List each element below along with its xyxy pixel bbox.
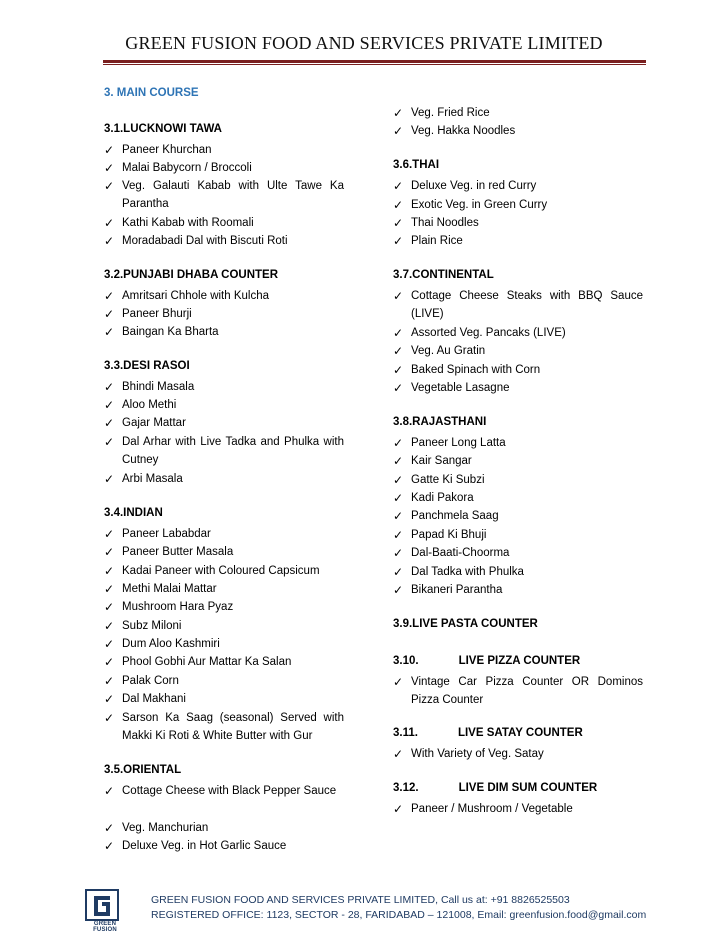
menu-item-label: Assorted Veg. Pancaks (LIVE) bbox=[411, 327, 566, 339]
checkmark-icon: ✓ bbox=[104, 637, 115, 651]
menu-item-label: Vegetable Lasagne bbox=[411, 382, 510, 394]
checkmark-icon: ✓ bbox=[104, 527, 115, 541]
checkmark-icon: ✓ bbox=[104, 435, 115, 449]
menu-item bbox=[393, 104, 643, 122]
menu-item-label: Baked Spinach with Corn bbox=[411, 364, 541, 376]
menu-item-label: Paneer Butter Masala bbox=[122, 546, 234, 558]
section-heading-number: 3.10. bbox=[393, 655, 419, 667]
checkmark-icon: ✓ bbox=[393, 565, 404, 579]
menu-item bbox=[104, 525, 344, 543]
menu-item bbox=[104, 672, 344, 690]
footer-company-line: GREEN FUSION FOOD AND SERVICES PRIVATE LIMITED, Call us at: +91 8826525503 bbox=[151, 894, 570, 906]
menu-item bbox=[104, 598, 344, 616]
checkmark-icon: ✓ bbox=[393, 528, 404, 542]
section-heading-label: LIVE PIZZA COUNTER bbox=[458, 655, 581, 667]
menu-item bbox=[393, 361, 643, 379]
menu-item-label: Mushroom Hara Pyaz bbox=[122, 601, 234, 613]
checkmark-icon: ✓ bbox=[104, 380, 115, 394]
menu-item bbox=[393, 507, 643, 525]
checkmark-icon: ✓ bbox=[393, 436, 404, 450]
checkmark-icon: ✓ bbox=[393, 802, 404, 816]
section-heading bbox=[393, 655, 580, 667]
menu-item-label: Dum Aloo Kashmiri bbox=[122, 638, 220, 650]
menu-item bbox=[393, 196, 643, 214]
checkmark-icon: ✓ bbox=[393, 747, 404, 761]
menu-item-label: Palak Corn bbox=[122, 675, 179, 687]
section-heading: 3.9.LIVE PASTA COUNTER bbox=[393, 618, 538, 630]
menu-item-label: Veg. Hakka Noodles bbox=[411, 125, 516, 137]
menu-item bbox=[393, 214, 643, 232]
menu-item-label: Kadi Pakora bbox=[411, 492, 474, 504]
checkmark-icon: ✓ bbox=[393, 106, 404, 120]
menu-item bbox=[393, 122, 643, 140]
section-title: 3. MAIN COURSE bbox=[104, 87, 199, 99]
checkmark-icon: ✓ bbox=[393, 509, 404, 523]
menu-item bbox=[104, 305, 344, 323]
checkmark-icon: ✓ bbox=[393, 363, 404, 377]
menu-item-label: Vintage Car Pizza Counter OR Dominos Pizza Counter bbox=[411, 676, 643, 707]
menu-item bbox=[104, 159, 344, 177]
menu-item-label: Panchmela Saag bbox=[411, 510, 499, 522]
checkmark-icon: ✓ bbox=[393, 546, 404, 560]
section-heading: 3.3.DESI RASOI bbox=[104, 360, 190, 372]
menu-item bbox=[104, 232, 344, 250]
menu-item-label: With Variety of Veg. Satay bbox=[411, 748, 544, 760]
section-heading: 3.2.PUNJABI DHABA COUNTER bbox=[104, 269, 279, 281]
checkmark-icon: ✓ bbox=[104, 307, 115, 321]
menu-item-label: Dal Tadka with Phulka bbox=[411, 566, 524, 578]
header-rule-thin bbox=[103, 64, 646, 65]
checkmark-icon: ✓ bbox=[104, 398, 115, 412]
checkmark-icon: ✓ bbox=[104, 545, 115, 559]
checkmark-icon: ✓ bbox=[104, 784, 115, 798]
menu-item-label: Paneer / Mushroom / Vegetable bbox=[411, 803, 573, 815]
menu-item bbox=[104, 580, 344, 598]
menu-item bbox=[393, 324, 643, 342]
section-heading: 3.4.INDIAN bbox=[104, 507, 163, 519]
menu-item-label: Methi Malai Mattar bbox=[122, 583, 217, 595]
menu-item-label: Veg. Fried Rice bbox=[411, 107, 490, 119]
menu-item-label: Thai Noodles bbox=[411, 217, 479, 229]
menu-item-label: Gajar Mattar bbox=[122, 417, 186, 429]
menu-item bbox=[104, 617, 344, 635]
menu-item bbox=[104, 782, 344, 800]
header-rule bbox=[103, 60, 646, 63]
menu-item bbox=[393, 489, 643, 507]
menu-item-label: Dal-Baati-Choorma bbox=[411, 547, 510, 559]
checkmark-icon: ✓ bbox=[104, 674, 115, 688]
checkmark-icon: ✓ bbox=[104, 472, 115, 486]
menu-item bbox=[393, 452, 643, 470]
checkmark-icon: ✓ bbox=[104, 143, 115, 157]
checkmark-icon: ✓ bbox=[104, 600, 115, 614]
menu-item-label: Bhindi Masala bbox=[122, 381, 195, 393]
checkmark-icon: ✓ bbox=[104, 161, 115, 175]
menu-item-label: Aloo Methi bbox=[122, 399, 177, 411]
section-heading: 3.8.RAJASTHANI bbox=[393, 416, 487, 428]
section-heading-number: 3.11. bbox=[393, 727, 418, 739]
checkmark-icon: ✓ bbox=[393, 675, 404, 689]
checkmark-icon: ✓ bbox=[104, 325, 115, 339]
menu-item-label: Moradabadi Dal with Biscuti Roti bbox=[122, 235, 288, 247]
menu-item-label: Veg. Manchurian bbox=[122, 822, 209, 834]
checkmark-icon: ✓ bbox=[393, 344, 404, 358]
checkmark-icon: ✓ bbox=[104, 216, 115, 230]
menu-item-label: Baingan Ka Bharta bbox=[122, 326, 219, 338]
section-heading-label: LIVE SATAY COUNTER bbox=[457, 727, 583, 739]
checkmark-icon: ✓ bbox=[104, 655, 115, 669]
company-header-title: GREEN FUSION FOOD AND SERVICES PRIVATE LIMITED bbox=[125, 33, 603, 53]
checkmark-icon: ✓ bbox=[393, 179, 404, 193]
menu-item-label: Gatte Ki Subzi bbox=[411, 474, 485, 486]
checkmark-icon: ✓ bbox=[104, 711, 115, 725]
checkmark-icon: ✓ bbox=[393, 491, 404, 505]
menu-item bbox=[393, 581, 643, 599]
menu-item bbox=[393, 563, 643, 581]
section-heading: 3.1.LUCKNOWI TAWA bbox=[104, 123, 222, 135]
menu-item bbox=[104, 470, 344, 488]
menu-item bbox=[393, 800, 643, 818]
section-heading bbox=[393, 727, 583, 739]
menu-item bbox=[104, 819, 344, 837]
menu-item-label: Kair Sangar bbox=[411, 455, 472, 467]
menu-item-label: Subz Miloni bbox=[122, 620, 182, 632]
menu-item bbox=[393, 232, 643, 250]
menu-item bbox=[393, 434, 643, 452]
checkmark-icon: ✓ bbox=[104, 179, 115, 193]
checkmark-icon: ✓ bbox=[104, 582, 115, 596]
menu-item-label: Dal Makhani bbox=[122, 693, 186, 705]
checkmark-icon: ✓ bbox=[104, 564, 115, 578]
checkmark-icon: ✓ bbox=[104, 839, 115, 853]
section-heading bbox=[393, 782, 597, 794]
section-heading: 3.7.CONTINENTAL bbox=[393, 269, 494, 281]
menu-item-label: Sarson Ka Saag (seasonal) Served with Makki Ki Roti & White Butter with Gur bbox=[122, 712, 344, 743]
menu-item bbox=[393, 177, 643, 195]
menu-item bbox=[393, 471, 643, 489]
menu-item-label: Kadai Paneer with Coloured Capsicum bbox=[122, 565, 320, 577]
checkmark-icon: ✓ bbox=[393, 473, 404, 487]
checkmark-icon: ✓ bbox=[104, 821, 115, 835]
menu-item-label: Paneer Long Latta bbox=[411, 437, 506, 449]
checkmark-icon: ✓ bbox=[393, 583, 404, 597]
footer-address-line: REGISTERED OFFICE: 1123, SECTOR - 28, FARIDABAD – 121008, Email: greenfusion.food@gmail.com bbox=[151, 909, 647, 921]
menu-item bbox=[104, 214, 344, 232]
menu-item-label: Amritsari Chhole with Kulcha bbox=[122, 290, 270, 302]
menu-item-label: Phool Gobhi Aur Mattar Ka Salan bbox=[122, 656, 292, 668]
menu-item-label: Malai Babycorn / Broccoli bbox=[122, 162, 252, 174]
menu-item bbox=[104, 378, 344, 396]
checkmark-icon: ✓ bbox=[393, 326, 404, 340]
menu-item-label: Plain Rice bbox=[411, 235, 463, 247]
menu-item-label: Veg. Au Gratin bbox=[411, 345, 486, 357]
checkmark-icon: ✓ bbox=[104, 619, 115, 633]
menu-item-label: Deluxe Veg. in Hot Garlic Sauce bbox=[122, 840, 287, 852]
section-heading: 3.6.THAI bbox=[393, 159, 440, 171]
section-heading-label: LIVE DIM SUM COUNTER bbox=[458, 782, 598, 794]
menu-item-label: Paneer Bhurji bbox=[122, 308, 192, 320]
menu-item bbox=[104, 543, 344, 561]
menu-item bbox=[104, 323, 344, 341]
checkmark-icon: ✓ bbox=[393, 289, 404, 303]
menu-item bbox=[104, 562, 344, 580]
menu-item-label: Veg. Galauti Kabab with Ulte Tawe Ka Parantha bbox=[122, 180, 344, 211]
menu-item bbox=[393, 673, 643, 710]
menu-item-label: Deluxe Veg. in red Curry bbox=[411, 180, 537, 192]
menu-item bbox=[104, 653, 344, 671]
checkmark-icon: ✓ bbox=[393, 234, 404, 248]
menu-item bbox=[104, 709, 344, 746]
menu-item bbox=[393, 379, 643, 397]
checkmark-icon: ✓ bbox=[393, 216, 404, 230]
menu-item-label: Paneer Khurchan bbox=[122, 144, 212, 156]
menu-item bbox=[393, 544, 643, 562]
menu-item bbox=[104, 396, 344, 414]
menu-item bbox=[104, 433, 344, 470]
menu-item-label: Bikaneri Parantha bbox=[411, 584, 503, 596]
menu-item bbox=[104, 141, 344, 159]
menu-item bbox=[393, 526, 643, 544]
checkmark-icon: ✓ bbox=[393, 454, 404, 468]
checkmark-icon: ✓ bbox=[104, 234, 115, 248]
section-heading-number: 3.12. bbox=[393, 782, 419, 794]
menu-item-label: Cottage Cheese with Black Pepper Sauce bbox=[122, 785, 337, 797]
menu-item bbox=[393, 342, 643, 360]
menu-item bbox=[393, 745, 643, 763]
checkmark-icon: ✓ bbox=[393, 124, 404, 138]
menu-item bbox=[104, 635, 344, 653]
menu-item bbox=[104, 837, 344, 855]
menu-item-label: Exotic Veg. in Green Curry bbox=[411, 199, 548, 211]
menu-item bbox=[104, 177, 344, 214]
menu-item-label: Arbi Masala bbox=[122, 473, 183, 485]
menu-item bbox=[393, 287, 643, 324]
checkmark-icon: ✓ bbox=[393, 198, 404, 212]
menu-item bbox=[104, 414, 344, 432]
logo-wordmark: GREEN FUSION bbox=[93, 921, 117, 933]
checkmark-icon: ✓ bbox=[104, 289, 115, 303]
menu-item bbox=[104, 690, 344, 708]
checkmark-icon: ✓ bbox=[104, 416, 115, 430]
menu-item-label: Kathi Kabab with Roomali bbox=[122, 217, 254, 229]
menu-item-label: Cottage Cheese Steaks with BBQ Sauce (LIVE) bbox=[411, 290, 643, 321]
section-heading: 3.5.ORIENTAL bbox=[104, 764, 182, 776]
checkmark-icon: ✓ bbox=[104, 692, 115, 706]
checkmark-icon: ✓ bbox=[393, 381, 404, 395]
menu-item-label: Dal Arhar with Live Tadka and Phulka with Cutney bbox=[122, 436, 344, 467]
menu-item-label: Papad Ki Bhuji bbox=[411, 529, 487, 541]
menu-item-label: Paneer Lababdar bbox=[122, 528, 211, 540]
menu-item bbox=[104, 287, 344, 305]
